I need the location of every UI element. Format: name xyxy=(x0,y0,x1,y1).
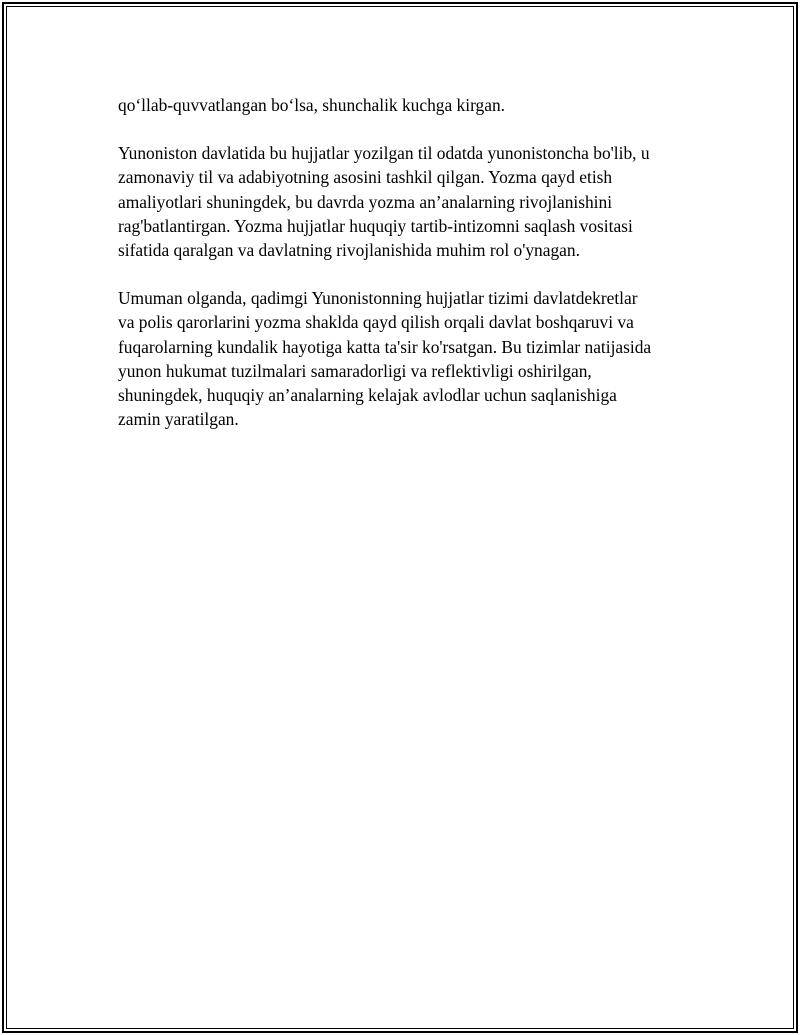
text-line: sifatida qaralgan va davlatning rivojlanishida muhim rol o'ynagan. xyxy=(118,240,580,261)
text-line: yunon hukumat tuzilmalari samaradorligi va reflektivligi oshirilgan, xyxy=(118,360,592,381)
text-line: fuqarolarning kundalik hayotiga katta ta'sir ko'rsatgan. Bu tizimlar natijasida xyxy=(118,336,652,357)
text-line: zamonaviy til va adabiyotning asosini tashkil qilgan. Yozma qayd etish xyxy=(118,167,613,188)
text-line: zamin yaratilgan. xyxy=(118,409,239,430)
text-line: Umuman olganda, qadimgi Yunonistonning hujjatlar tizimi davlatdekretlar xyxy=(118,288,638,309)
text-line: va polis qarorlarini yozma shaklda qayd qilish orqali davlat boshqaruvi va xyxy=(118,312,634,333)
paragraph-1 xyxy=(118,93,698,117)
paragraph-3 xyxy=(118,286,698,431)
text-line: amaliyotlari shuningdek, bu davrda yozma an’analarning rivojlanishini xyxy=(118,191,613,212)
text-line: Yunoniston davlatida bu hujjatlar yozilgan til odatda yunonistoncha bo'lib, u xyxy=(118,143,650,164)
paragraph-2 xyxy=(118,141,698,262)
text-line: rag'batlantirgan. Yozma hujjatlar huquqiy tartib-intizomni saqlash vositasi xyxy=(118,215,633,236)
document-body xyxy=(118,93,698,455)
text-line: shuningdek, huquqiy an’analarning kelajak avlodlar uchun saqlanishiga xyxy=(118,385,617,406)
text-line: qo‘llab-quvvatlangan bo‘lsa, shunchalik kuchga kirgan. xyxy=(118,95,506,115)
